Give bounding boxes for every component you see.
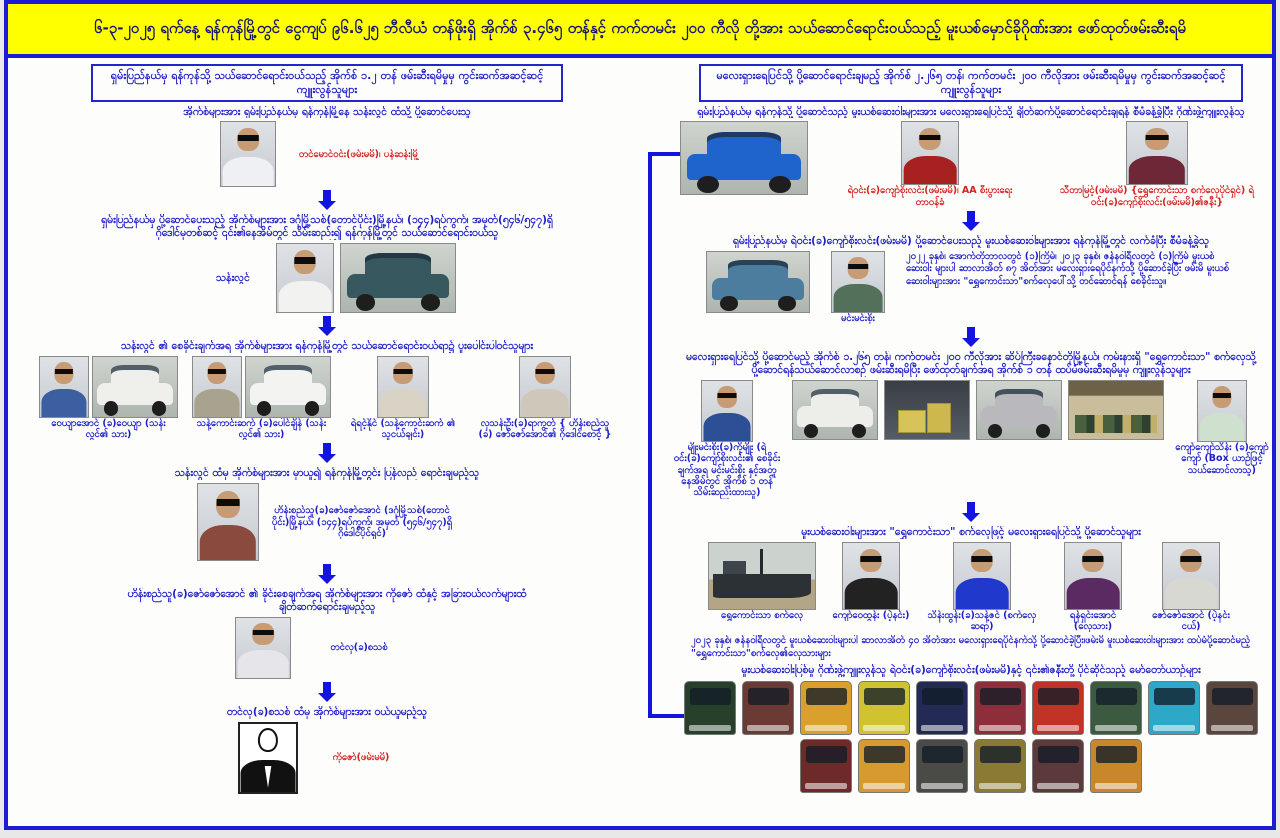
photo-part-p-torso: [200, 525, 256, 561]
photo-part-b-ws: [806, 688, 847, 706]
photo-part-p-bar: [208, 369, 226, 374]
accomplice-group: [345, 356, 461, 441]
unknown-suspect-silhouette: [238, 722, 298, 794]
accomplice-pics: [39, 356, 178, 418]
accomplice-group: [192, 356, 331, 441]
photo-part-b-ws: [980, 688, 1021, 706]
photo-part-b-ws: [1154, 688, 1195, 706]
photo-part-b-bp: [1211, 725, 1253, 731]
photo-part-sh-mast: [760, 549, 763, 574]
photo-part-b-bp: [1095, 725, 1137, 731]
photo-part-b-bp: [1037, 725, 1079, 731]
poster-page: [4, 0, 1276, 830]
boat-group: [708, 542, 816, 621]
left-flowchart-column: [16, 62, 638, 795]
photo-part-v-w2: [769, 176, 790, 193]
truck-photo: [706, 251, 810, 313]
sedan-photo: [976, 380, 1062, 440]
photo-part-b-ws: [1212, 688, 1253, 706]
suspect-photo: [901, 121, 959, 185]
suspect-group: [1170, 380, 1274, 476]
arrow-shaft: [323, 682, 331, 693]
arrow-tip: [318, 693, 336, 702]
photo-part-p-torso: [223, 157, 274, 187]
suspect-photo: [1126, 121, 1188, 185]
crew-label: သိန်းထွန်း(ခ)သန့်ဇင် (စက်လှေဆရာ): [927, 609, 1037, 632]
photo-part-b-bp: [921, 725, 963, 731]
photo-part-p-bar: [394, 369, 413, 374]
photo-part-p-torso: [1129, 156, 1185, 186]
photo-part-b-bp: [979, 725, 1021, 731]
bus-photo: [916, 739, 968, 793]
flow-arrow-down-icon: [318, 316, 336, 336]
vehicle-photo: [245, 356, 331, 418]
page-title: ၆-၃-၂၀၂၅ ရက်နေ့ ရန်ကုန်မြို့တွင် ငွေကျပ် ၉၆.၆၂၅ ဘီလီယံ တန်ဖိုးရှိ အိုက်စ် ၃.၄၆၅ တန်နှင့် ကက်တမင်း ၂၀၀ ကီလို တို့အား သယ်ဆောင်ရောင်းဝယ်သည့် မူးယစ်မှောင်ခိုဂိုဏ်းအား ဖော်ထုတ်ဖမ်းဆီးရမိ: [94, 19, 1186, 38]
flow-arrow-down-icon: [962, 327, 980, 347]
photo-part-v-w1: [356, 294, 375, 310]
photo-part-b-bp: [747, 725, 789, 731]
photo-part-b-ws: [1038, 688, 1079, 706]
left-s5-row: [235, 617, 419, 679]
accomplice-label: လှသန်းဦး(ခ)ရာကွတ် { ဟိန်းစည်သူ (ခ) ဇော်ဇော်အောင်၏ ဂိုဒေါင်စောင့် }: [478, 417, 612, 441]
photo-part-si-head: [258, 728, 278, 752]
photo-part-sh-cab: [723, 561, 746, 574]
bus-photo: [1206, 681, 1258, 735]
arrow-shaft: [323, 443, 331, 454]
flow-arrow-down-icon: [318, 190, 336, 210]
photo-part-v-w1: [720, 296, 737, 310]
photo-part-p-torso: [238, 650, 289, 679]
crew-group: [1050, 542, 1136, 633]
right-s1-row: [680, 121, 1262, 208]
right-s1-label1: ရဲဝင်း(ခ)ကျော်စိုးလင်း(ဖမ်းမမိ)၊ AA စီးပွားရေးတာဝန်ခံ: [847, 185, 1013, 208]
right-s2-row: [706, 251, 1236, 324]
right-column-header: မလေးရှားရေပြင်သို့ ပို့ဆောင်ရောင်းချမည့် အိုက်စ် ၂.၂၆၅ တန်၊ ကက်တမင်း ၂၀၀ ကီလိုအား ဖမ်းဆီးရမိမှုမှ ကွင်းဆက်အဆင့်ဆင့် ကျူးလွန်သူများ: [699, 64, 1243, 102]
photo-part-cg-box2: [927, 403, 951, 433]
photo-part-p-torso: [279, 281, 332, 313]
bus-photo: [916, 681, 968, 735]
photo-part-v-w2: [152, 401, 166, 415]
suspect-group: [1052, 121, 1262, 208]
right-s3-label1: မျိုးမင်းစိုး(ခ)ကိုမျိုး (ရဲဝင်း(ခ)ကျော်စိုးလင်း၏ စေခိုင်းချက်အရ မင်းမင်းစိုး နှင့်အတူ နေအိမ်တွင် အိုက်စ် ၁ တန် သိမ်းဆည်းထားသူ): [673, 441, 781, 499]
bus-photo: [974, 681, 1026, 735]
arrow-tip: [318, 201, 336, 210]
bus-photo: [858, 739, 910, 793]
flow-arrow-down-icon: [962, 502, 980, 522]
suspect-photo: [377, 356, 429, 418]
photo-part-p-bar: [238, 135, 259, 141]
photo-part-wh-goods: [1075, 415, 1158, 434]
crew-group: [828, 542, 914, 621]
crew-label: ရန်ရှင်းအောင် (လှေသား): [1069, 609, 1117, 632]
photo-part-p-torso: [194, 389, 239, 418]
right-s4-paragraph: ၂၀၂၃ ခုနှစ်၊ ဇန်နဝါရီလတွင် မူးယစ်ဆေးဝါးများပါ ဆာလာအိတ် ၄၀ အိတ်အား မလေးရှားရေပိုင်နက်သို့ ပို့ဆောင်ခဲ့ပြီး၊ဖမ်းမိ မူးယစ်ဆေးဝါးများအား ထပ်မံပို့ဆောင်မည့် "ရွှေကောင်းသာ"စက်လှေ၏လှေသားများ: [691, 635, 1251, 659]
photo-part-p-bar: [55, 369, 73, 374]
photo-part-p-torso: [845, 578, 898, 609]
arrow-shaft: [967, 211, 975, 222]
photo-part-b-ws: [1038, 746, 1079, 764]
suspect-photo: [235, 617, 291, 679]
photo-part-p-torso: [41, 389, 86, 418]
flow-arrow-down-icon: [962, 211, 980, 231]
accomplice-pics: [192, 356, 331, 418]
arrow-shaft: [323, 316, 331, 327]
suspect-photo: [276, 243, 334, 313]
photo-part-b-bp: [689, 725, 731, 731]
photo-part-p-bar: [860, 556, 881, 562]
right-s4-row: [708, 542, 1234, 633]
suspect-photo: [39, 356, 89, 418]
suspect-photo: [701, 380, 753, 442]
crew-group: [926, 542, 1038, 633]
accomplice-group: [39, 356, 178, 441]
photo-part-p-bar: [217, 499, 240, 506]
left-s1-caption: အိုက်စ်များအား ရှမ်းပြည်နယ်မှ ရန်ကုန်မြို့နေ သန်းလွင် ထံသို့ ပို့ဆောင်ပေးသူ: [183, 105, 471, 118]
photo-part-p-bar: [1146, 135, 1169, 141]
left-s6-label: ကိုဇော်(ဖမ်းမမိ): [332, 751, 390, 763]
photo-part-p-torso: [834, 284, 883, 313]
photo-part-b-ws: [864, 688, 905, 706]
photo-part-b-ws: [922, 688, 963, 706]
suspect-photo: [1197, 380, 1247, 442]
accomplice-label: သန့်ကောင်းဆက် (ခ)ပေါင်ချိန် (သန်းလွင်၏ သား): [196, 417, 327, 441]
left-s3-caption: သန်းလွင် ၏ စေခိုင်းချက်အရ အိုက်စ်များအား ရန်ကုန်မြို့တွင် သယ်ဆောင်ရောင်းဝယ်ရာ၌ ပူးပေါင်းပါဝင်သူများ: [120, 339, 534, 352]
photo-part-b-ws: [748, 688, 789, 706]
photo-part-p-torso: [1067, 578, 1120, 609]
bus-photo-row-2: [800, 739, 1142, 793]
right-s3-row: [668, 380, 1274, 499]
photo-part-v-w2: [421, 294, 440, 310]
bus-photo: [1032, 681, 1084, 735]
photo-part-v-w2: [305, 401, 319, 415]
photo-part-v-w2: [852, 424, 866, 438]
arrow-shaft: [323, 564, 331, 575]
suspect-photo: [842, 542, 900, 610]
photo-part-cg-box1: [898, 410, 925, 433]
right-s4-caption: မူးယစ်ဆေးဝါးများအား "ရွှေကောင်းသာ" စက်လှေဖြင့် မလေးရှားရေပြင်သို့ ပို့ဆောင်သူများ: [801, 525, 1141, 538]
left-s2-row: [198, 243, 456, 313]
left-s1-row: [220, 121, 434, 187]
photo-part-b-bp: [979, 783, 1021, 789]
crew-label: ဇော်ဇော်အောင် (ပဲ့နင်းငယ်): [1152, 609, 1230, 632]
seized-drugs-cargo-photo: [884, 380, 970, 440]
arrow-tip: [962, 222, 980, 231]
photo-part-wh-roof: [1069, 381, 1163, 395]
vehicle-photo: [92, 356, 178, 418]
photo-part-b-bp: [863, 783, 905, 789]
photo-part-b-bp: [805, 783, 847, 789]
bus-photo: [684, 681, 736, 735]
warehouse-photo: [1068, 380, 1164, 440]
boat-label: ရွှေကောင်းသာ စက်လှေ: [721, 609, 803, 621]
photo-part-b-bp: [805, 725, 847, 731]
photo-part-p-bar: [294, 257, 315, 263]
photo-part-v-w1: [988, 424, 1002, 438]
accomplice-label: ရဲရင့်နိုင် (သန့်ကောင်းဆက် ၏ သူငယ်ချင်း): [350, 417, 456, 441]
bus-photo: [800, 739, 852, 793]
crew-label: ကျော်ဝေထွန်း (ပဲ့နင်း): [832, 609, 910, 621]
photo-part-b-ws: [1096, 746, 1137, 764]
suspect-photo: [831, 251, 885, 313]
photo-part-v-w1: [257, 401, 271, 415]
bus-photo: [1090, 739, 1142, 793]
photo-part-b-ws: [690, 688, 731, 706]
photo-part-p-torso: [904, 156, 957, 186]
photo-part-v-w1: [697, 176, 718, 193]
photo-part-p-bar: [536, 369, 555, 374]
photo-part-p-torso: [956, 578, 1009, 609]
arrow-shaft: [967, 327, 975, 338]
suspect-photo: [519, 356, 571, 418]
photo-part-b-ws: [980, 746, 1021, 764]
photo-part-b-ws: [806, 746, 847, 764]
suspect-photo: [220, 121, 276, 187]
suspect-photo: [197, 483, 259, 561]
photo-part-p-bar: [848, 264, 868, 269]
right-flowchart-column: [656, 62, 1272, 795]
left-column-header: ရှမ်းပြည်နယ်မှ ရန်ကုန်သို့ သယ်ဆောင်ရောင်းဝယ်သည့် အိုက်စ် ၁.၂ တန် ဖမ်းဆီးရမိမှုမှ ကွင်းဆက်အဆင့်ဆင့် ကျူးလွန်သူများ: [91, 64, 563, 102]
photo-part-v-w1: [104, 401, 118, 415]
motor-boat-photo: [708, 542, 816, 610]
photo-part-p-torso: [1165, 578, 1218, 609]
photo-part-p-bar: [971, 556, 992, 562]
box-truck-photo: [792, 380, 878, 440]
photo-part-b-bp: [921, 783, 963, 789]
right-s2-paragraph: ၂၀၂၂ ခုနှစ်၊ အောက်တိုဘာလတွင် (၁)ကြိမ်၊ ၂၀၂၃ ခုနှစ်၊ ဇန်နဝါရီလတွင် (၁)ကြိမ် မူးယစ်ဆေးဝါး များပါ ဆာလာအိတ် ၈၇ အိတ်အား မလေးရှားရေပိုင်နက်သို့ ပို့ဆောင်ခဲ့ပြီး ဖမ်းမိ မူးယစ်ဆေးဝါးများအား "ရွှေကောင်းသာ"စက်လှေပေါ်သို့ တင်ဆောင်ရန် စေခိုင်းသူ။: [906, 250, 1229, 287]
right-s1-label2: သီတာမြင့်(ဖမ်းမမိ) {ရွှေကောင်းသာ စက်လှေပိုင်ရှင်) ရဲဝင်း(ခ)ကျော်စိုးလင်း(ဖမ်းမမိ)၏ဇနီး}: [1060, 185, 1254, 208]
bus-photo: [1148, 681, 1200, 735]
photo-part-v-w2: [1036, 424, 1050, 438]
photo-part-p-bar: [1082, 556, 1103, 562]
left-s6-row: [238, 722, 416, 794]
left-s5-caption: ဟိန်းစည်သူ(ခ)ဇော်ဇော်အောင် ၏ ခိုင်းစေချက်အရ အိုက်စ်များအား ကိုဇော် ထံနှင့် အခြားဝယ်လက်များထံ ချိတ်ဆက်ရောင်းချမည့်သူ: [127, 588, 527, 614]
crew-group: [1148, 542, 1234, 633]
left-s4-row: [197, 483, 457, 561]
flow-arrow-down-icon: [318, 564, 336, 584]
left-s1-label: တင်မောင်ဝင်း(ဖမ်းမမိ)၊ ပန်ဆန်းမြို့: [298, 148, 420, 160]
accomplice-label: ဝေယျာအောင် (ခ)ဝေယျာ (သန်းလွင်၏ သား): [51, 417, 166, 441]
left-s5-label: တင်လှ(ခ)စသစ်: [330, 642, 388, 654]
photo-part-b-bp: [1153, 725, 1195, 731]
bus-photo: [974, 739, 1026, 793]
photo-part-b-ws: [922, 746, 963, 764]
title-banner: [8, 4, 1272, 58]
suspect-group: [668, 380, 786, 499]
bus-photo: [800, 681, 852, 735]
left-s6-caption: တင်လှ(ခ)စသစ် ထံမှ အိုက်စ်များအား ဝယ်ယူမည့်သူ: [226, 705, 428, 718]
suspect-photo: [1064, 542, 1122, 610]
photo-part-b-bp: [863, 725, 905, 731]
arrow-shaft: [323, 190, 331, 201]
photo-part-b-bp: [1037, 783, 1079, 789]
arrow-tip: [318, 575, 336, 584]
bus-photo: [1090, 681, 1142, 735]
left-s4-caption: သန်းလွင် ထံမှ အိုက်စ်များအား မှာယူ၍ ရန်ကုန်မြို့တွင်း ပြန်လည် ရောင်းချမည့်သူ: [174, 467, 480, 480]
photo-part-p-bar: [919, 135, 940, 141]
photo-part-p-torso: [1199, 413, 1244, 442]
photo-part-b-ws: [864, 746, 905, 764]
bus-photo: [742, 681, 794, 735]
bus-photo-row-1: [684, 681, 1258, 735]
arrow-shaft: [967, 502, 975, 513]
bus-photo: [1032, 739, 1084, 793]
photo-part-v-w1: [804, 424, 818, 438]
arrow-tip: [318, 327, 336, 336]
suspect-group: [818, 251, 898, 324]
right-s2-label: မင်းမင်းစိုး: [841, 312, 875, 324]
right-s3-label2: ကျော်ကျော်သိန်း (ခ)ကျော်ကျော် (Box ယာဉ်ဖြင့် သယ်ဆောင်လာသူ): [1175, 441, 1269, 476]
photo-part-b-bp: [1095, 783, 1137, 789]
vehicle-photo: [340, 243, 456, 313]
ford-truck-photo: [680, 121, 808, 195]
suspect-group: [842, 121, 1018, 208]
right-s5-caption: မူးယစ်ဆေးဝါးပြစ်မှု ဂိုဏ်းဖွဲ့ကျူးလွန်သူ ရဲဝင်း(ခ)ကျော်စိုးလင်း(ဖမ်းမမိ)နှင့် ၎င်း၏ဇနီးတို့ ပိုင်ဆိုင်သည့် မော်တော်ယာဉ်များ: [741, 664, 1201, 677]
left-s4-label: ဟိန်းစည်သူ(ခ)ဇော်ဇော်အောင် (ဒဂုံမြို့သစ်(တောင်ပိုင်း)မြို့နယ်၊ (၁၄၄)ရပ်ကွက်၊ အမှတ် (၅၄၆/၅၄၇)ရှိ ဂိုဒေါင်ပိုင်ရှင်): [271, 505, 453, 539]
arrow-tip: [962, 338, 980, 347]
photo-part-p-bar: [1180, 556, 1201, 562]
arrow-tip: [962, 513, 980, 522]
photo-part-p-torso: [522, 389, 569, 418]
photo-part-p-torso: [380, 389, 427, 418]
right-s1-caption: ရှမ်းပြည်နယ်မှ ရန်ကုန်သို့ ပို့ဆောင်သည့် မူးယစ်ဆေးဝါးများအား မလေးရှားရေပြင်သို့ ချိတ်ဆက်ပို့ဆောင်ရောင်းချရန် စီမံခန့်ခွဲပြီး ဂိုဏ်းဖွဲ့ကျူးလွန်သူ: [697, 105, 1245, 118]
photo-part-p-torso: [704, 413, 751, 442]
photo-part-v-w2: [778, 296, 795, 310]
right-s2-caption: ရှမ်းပြည်နယ်မှ ရဲဝင်း(ခ)ကျော်စိုးလင်း(ဖမ်းမမိ) ပို့ဆောင်ပေးသည့် မူးယစ်ဆေးဝါးများအား ရန်ကုန်မြို့တွင် လက်ခံပြီး စီမံခန့်ခွဲသူ: [732, 235, 1210, 248]
flow-arrow-down-icon: [318, 443, 336, 463]
photo-part-p-bar: [253, 630, 274, 635]
flow-arrow-down-icon: [318, 682, 336, 702]
photo-part-b-ws: [1096, 688, 1137, 706]
photo-part-p-bar: [1213, 393, 1231, 398]
right-s3-caption: မလေးရှားရေပြင်သို့ ပို့ဆောင်မည့် အိုက်စ် ၁.၂၆၅ တန်၊ ကက်တမင်း ၂၀၀ ကီလိုအား ဆိပ်ကြီးခနောင်တိုမြို့နယ်၊ ကမ်းနားရှိ "ရွှေကောင်းသာ" စက်လှေသို့ ပို့ဆောင်ရန်သယ်ဆောင်လာစဉ် ဖမ်းဆီးရမိပြီး ဖော်ထုတ်ချက်အရ အိုက်စ် ၁ တန် ထပ်မံဖမ်းဆီးရမိမှုမှ ကျူးလွန်သူများ: [686, 351, 1256, 377]
left-s2-caption: ရှမ်းပြည်နယ်မှ ပို့ဆောင်ပေးသည့် အိုက်စ်များအား ဒဂုံမြို့သစ်(တောင်ပိုင်း)မြို့နယ်၊ (၁၄၄)ရပ်ကွက်၊ အမှတ်(၅၄၆/၅၄၇)ရှိ ဂိုဒေါင်မှတစ်ဆင့် ၎င်း၏နေအိမ်တွင် သိမ်းဆည်း၍ ရန်ကုန်မြို့တွင် သယ်ဆောင်ရောင်းဝယ်သူ: [101, 214, 553, 240]
suspect-photo: [953, 542, 1011, 610]
suspect-photo: [1162, 542, 1220, 610]
accomplice-group: [475, 356, 615, 441]
photo-part-sh-hull: [713, 574, 811, 598]
left-s3-row: [39, 356, 615, 441]
photo-part-p-bar: [718, 393, 737, 398]
arrow-tip: [318, 454, 336, 463]
suspect-photo: [192, 356, 242, 418]
left-s2-label: သန်းလွင်: [216, 271, 250, 284]
bus-photo: [858, 681, 910, 735]
